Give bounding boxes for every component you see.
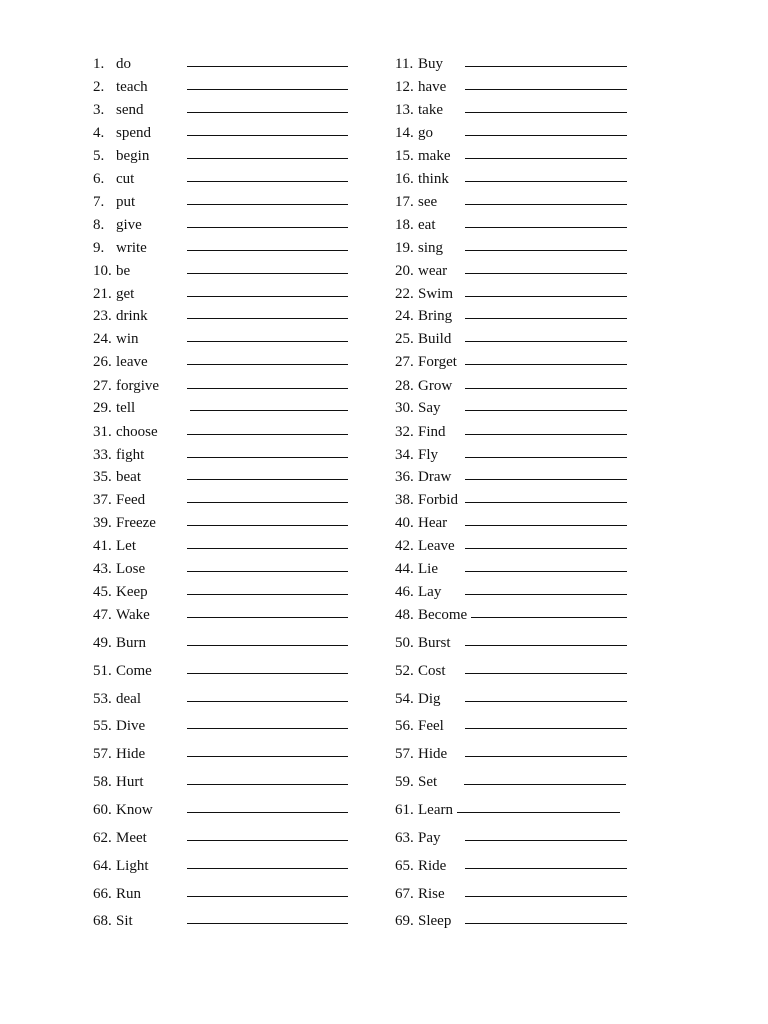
verb-word: beat	[116, 469, 141, 485]
verb-word: forgive	[116, 378, 160, 394]
list-row	[0, 662, 768, 682]
verb-word: make	[418, 148, 451, 164]
item-number: 29.	[93, 400, 112, 416]
answer-blank[interactable]	[187, 296, 348, 297]
item-number: 63.	[395, 830, 414, 846]
item-number: 24.	[93, 331, 112, 347]
answer-blank[interactable]	[465, 868, 627, 869]
item-number: 1.	[93, 56, 105, 72]
verb-word: Build	[418, 331, 452, 347]
list-row	[0, 468, 768, 488]
item-number: 60.	[93, 802, 112, 818]
verb-word: Hurt	[116, 774, 144, 790]
list-row	[0, 773, 768, 793]
item-number: 3.	[93, 102, 105, 118]
item-number: 57.	[93, 746, 112, 762]
verb-word: Lay	[418, 584, 442, 600]
answer-blank[interactable]	[465, 645, 627, 646]
verb-word: cut	[116, 171, 135, 187]
verb-word: begin	[116, 148, 150, 164]
item-number: 41.	[93, 538, 112, 554]
item-number: 16.	[395, 171, 414, 187]
answer-blank[interactable]	[465, 548, 627, 549]
answer-blank[interactable]	[187, 112, 348, 113]
answer-blank[interactable]	[187, 388, 348, 389]
verb-word: Light	[116, 858, 149, 874]
answer-blank[interactable]	[465, 434, 627, 435]
item-number: 23.	[93, 308, 112, 324]
item-number: 27.	[93, 378, 112, 394]
list-row	[0, 170, 768, 190]
verb-word: have	[418, 79, 447, 95]
verb-word: Burst	[418, 635, 451, 651]
answer-blank[interactable]	[187, 434, 348, 435]
item-number: 45.	[93, 584, 112, 600]
list-row	[0, 801, 768, 821]
item-number: 24.	[395, 308, 414, 324]
answer-blank[interactable]	[465, 341, 627, 342]
answer-blank[interactable]	[465, 364, 627, 365]
verb-word: spend	[116, 125, 151, 141]
list-row	[0, 745, 768, 765]
verb-word: Meet	[116, 830, 147, 846]
item-number: 6.	[93, 171, 105, 187]
item-number: 67.	[395, 886, 414, 902]
item-number: 37.	[93, 492, 112, 508]
verb-word: Feed	[116, 492, 146, 508]
answer-blank[interactable]	[187, 457, 348, 458]
answer-blank[interactable]	[465, 896, 627, 897]
item-number: 7.	[93, 194, 105, 210]
verb-word: Bring	[418, 308, 453, 324]
verb-word: Pay	[418, 830, 441, 846]
answer-blank[interactable]	[187, 594, 348, 595]
verb-word: Dive	[116, 718, 146, 734]
verb-word: Say	[418, 400, 441, 416]
verb-word: get	[116, 286, 135, 302]
item-number: 69.	[395, 913, 414, 929]
verb-word: tell	[116, 400, 136, 416]
item-number: 68.	[93, 913, 112, 929]
verb-word: go	[418, 125, 433, 141]
item-number: 55.	[93, 718, 112, 734]
item-number: 57.	[395, 746, 414, 762]
list-row	[0, 262, 768, 282]
item-number: 11.	[395, 56, 414, 72]
item-number: 34.	[395, 447, 414, 463]
verb-word: Run	[116, 886, 142, 902]
answer-blank[interactable]	[471, 617, 627, 618]
item-number: 5.	[93, 148, 105, 164]
answer-blank[interactable]	[187, 250, 348, 251]
answer-blank[interactable]	[187, 701, 348, 702]
item-number: 38.	[395, 492, 414, 508]
list-row	[0, 399, 768, 419]
verb-word: Fly	[418, 447, 439, 463]
answer-blank[interactable]	[187, 135, 348, 136]
answer-blank[interactable]	[465, 594, 627, 595]
item-number: 12.	[395, 79, 414, 95]
answer-blank[interactable]	[187, 923, 348, 924]
answer-blank[interactable]	[187, 525, 348, 526]
item-number: 4.	[93, 125, 105, 141]
answer-blank[interactable]	[187, 548, 348, 549]
verb-word: Buy	[418, 56, 444, 72]
verb-word: Feel	[418, 718, 444, 734]
item-number: 58.	[93, 774, 112, 790]
verb-word: Freeze	[116, 515, 156, 531]
answer-blank[interactable]	[187, 66, 348, 67]
list-row	[0, 560, 768, 580]
answer-blank[interactable]	[187, 181, 348, 182]
answer-blank[interactable]	[465, 296, 627, 297]
list-row	[0, 690, 768, 710]
item-number: 26.	[93, 354, 112, 370]
item-number: 48.	[395, 607, 414, 623]
answer-blank[interactable]	[465, 250, 627, 251]
list-row	[0, 829, 768, 849]
answer-blank[interactable]	[465, 89, 627, 90]
answer-blank[interactable]	[187, 784, 348, 785]
list-row	[0, 239, 768, 259]
answer-blank[interactable]	[187, 571, 348, 572]
item-number: 47.	[93, 607, 112, 623]
verb-word: Learn	[418, 802, 453, 818]
item-number: 52.	[395, 663, 414, 679]
verb-word: Draw	[418, 469, 452, 485]
verb-word: Forget	[418, 354, 457, 370]
item-number: 27.	[395, 354, 414, 370]
verb-word: give	[116, 217, 142, 233]
verb-word: Dig	[418, 691, 441, 707]
verb-word: win	[116, 331, 139, 347]
item-number: 53.	[93, 691, 112, 707]
answer-blank[interactable]	[187, 89, 348, 90]
answer-blank[interactable]	[465, 701, 627, 702]
verb-word: Hear	[418, 515, 448, 531]
list-row	[0, 216, 768, 236]
verb-word: Become	[418, 607, 468, 623]
item-number: 14.	[395, 125, 414, 141]
list-row	[0, 78, 768, 98]
verb-word: Find	[418, 424, 446, 440]
verb-word: Leave	[418, 538, 455, 554]
item-number: 35.	[93, 469, 112, 485]
answer-blank[interactable]	[465, 525, 627, 526]
item-number: 10.	[93, 263, 112, 279]
item-number: 44.	[395, 561, 414, 577]
answer-blank[interactable]	[464, 784, 626, 785]
verb-word: teach	[116, 79, 148, 95]
item-number: 8.	[93, 217, 105, 233]
answer-blank[interactable]	[187, 204, 348, 205]
list-row	[0, 124, 768, 144]
answer-blank[interactable]	[457, 812, 620, 813]
answer-blank[interactable]	[187, 364, 348, 365]
item-number: 40.	[395, 515, 414, 531]
item-number: 59.	[395, 774, 414, 790]
answer-blank[interactable]	[465, 571, 627, 572]
item-number: 15.	[395, 148, 414, 164]
item-number: 56.	[395, 718, 414, 734]
list-row	[0, 537, 768, 557]
list-row	[0, 147, 768, 167]
list-row	[0, 423, 768, 443]
list-row	[0, 307, 768, 327]
answer-blank[interactable]	[187, 318, 348, 319]
verb-word: Swim	[418, 286, 454, 302]
verb-word: Lose	[116, 561, 146, 577]
verb-word: sing	[418, 240, 444, 256]
item-number: 18.	[395, 217, 414, 233]
item-number: 65.	[395, 858, 414, 874]
item-number: 66.	[93, 886, 112, 902]
answer-blank[interactable]	[465, 840, 627, 841]
item-number: 50.	[395, 635, 414, 651]
item-number: 30.	[395, 400, 414, 416]
verb-word: send	[116, 102, 144, 118]
item-number: 42.	[395, 538, 414, 554]
item-number: 49.	[93, 635, 112, 651]
list-row	[0, 634, 768, 654]
verb-word: Let	[116, 538, 136, 554]
item-number: 51.	[93, 663, 112, 679]
verb-word: Burn	[116, 635, 146, 651]
answer-blank[interactable]	[187, 728, 348, 729]
item-number: 36.	[395, 469, 414, 485]
item-number: 61.	[395, 802, 414, 818]
answer-blank[interactable]	[465, 273, 627, 274]
verb-word: Keep	[116, 584, 148, 600]
item-number: 13.	[395, 102, 414, 118]
verb-word: Sit	[116, 913, 133, 929]
answer-blank[interactable]	[465, 673, 627, 674]
answer-blank[interactable]	[187, 341, 348, 342]
answer-blank[interactable]	[465, 502, 627, 503]
answer-blank[interactable]	[465, 457, 627, 458]
answer-blank[interactable]	[465, 181, 627, 182]
answer-blank[interactable]	[187, 479, 348, 480]
item-number: 54.	[395, 691, 414, 707]
list-row	[0, 377, 768, 397]
item-number: 28.	[395, 378, 414, 394]
item-number: 19.	[395, 240, 414, 256]
list-row	[0, 491, 768, 511]
list-row	[0, 55, 768, 75]
verb-word: Grow	[418, 378, 453, 394]
answer-blank[interactable]	[465, 728, 627, 729]
verb-word: take	[418, 102, 443, 118]
verb-word: Come	[116, 663, 152, 679]
list-row	[0, 101, 768, 121]
verb-word: write	[116, 240, 147, 256]
verb-word: Sleep	[418, 913, 452, 929]
answer-blank[interactable]	[187, 812, 348, 813]
answer-blank[interactable]	[187, 896, 348, 897]
item-number: 64.	[93, 858, 112, 874]
item-number: 33.	[93, 447, 112, 463]
answer-blank[interactable]	[465, 204, 627, 205]
verb-word: Rise	[418, 886, 445, 902]
verb-word: Cost	[418, 663, 446, 679]
list-row	[0, 857, 768, 877]
verb-word: Set	[418, 774, 438, 790]
list-row	[0, 583, 768, 603]
verb-word: Hide	[116, 746, 146, 762]
answer-blank[interactable]	[190, 410, 348, 411]
answer-blank[interactable]	[187, 673, 348, 674]
answer-blank[interactable]	[187, 273, 348, 274]
verb-word: deal	[116, 691, 141, 707]
answer-blank[interactable]	[465, 388, 627, 389]
verb-word: put	[116, 194, 136, 210]
verb-word: fight	[116, 447, 145, 463]
list-row	[0, 285, 768, 305]
list-row	[0, 717, 768, 737]
answer-blank[interactable]	[465, 112, 627, 113]
item-number: 22.	[395, 286, 414, 302]
verb-word: Know	[116, 802, 153, 818]
list-row	[0, 514, 768, 534]
item-number: 31.	[93, 424, 112, 440]
verb-word: Forbid	[418, 492, 459, 508]
item-number: 32.	[395, 424, 414, 440]
answer-blank[interactable]	[187, 645, 348, 646]
item-number: 46.	[395, 584, 414, 600]
item-number: 39.	[93, 515, 112, 531]
answer-blank[interactable]	[465, 923, 627, 924]
answer-blank[interactable]	[465, 479, 627, 480]
answer-blank[interactable]	[187, 840, 348, 841]
answer-blank[interactable]	[465, 318, 627, 319]
answer-blank[interactable]	[465, 158, 627, 159]
answer-blank[interactable]	[465, 135, 627, 136]
answer-blank[interactable]	[187, 868, 348, 869]
verb-word: think	[418, 171, 449, 187]
list-row	[0, 885, 768, 905]
list-row	[0, 446, 768, 466]
verb-word: Lie	[418, 561, 438, 577]
answer-blank[interactable]	[465, 756, 627, 757]
answer-blank[interactable]	[187, 158, 348, 159]
list-row	[0, 606, 768, 626]
answer-blank[interactable]	[187, 227, 348, 228]
item-number: 62.	[93, 830, 112, 846]
item-number: 17.	[395, 194, 414, 210]
answer-blank[interactable]	[187, 756, 348, 757]
item-number: 2.	[93, 79, 105, 95]
answer-blank[interactable]	[465, 410, 627, 411]
verb-word: be	[116, 263, 131, 279]
answer-blank[interactable]	[465, 227, 627, 228]
verb-word: Wake	[116, 607, 150, 623]
verb-word: choose	[116, 424, 158, 440]
list-row	[0, 193, 768, 213]
list-row	[0, 912, 768, 932]
verb-word: eat	[418, 217, 436, 233]
verb-word: do	[116, 56, 131, 72]
verb-word: Ride	[418, 858, 447, 874]
answer-blank[interactable]	[187, 617, 348, 618]
item-number: 20.	[395, 263, 414, 279]
list-row	[0, 353, 768, 373]
list-row	[0, 330, 768, 350]
verb-word: drink	[116, 308, 148, 324]
item-number: 21.	[93, 286, 112, 302]
verb-word: Hide	[418, 746, 448, 762]
item-number: 9.	[93, 240, 105, 256]
verb-word: wear	[418, 263, 448, 279]
answer-blank[interactable]	[465, 66, 627, 67]
verb-word: leave	[116, 354, 148, 370]
item-number: 43.	[93, 561, 112, 577]
item-number: 25.	[395, 331, 414, 347]
answer-blank[interactable]	[187, 502, 348, 503]
verb-word: see	[418, 194, 438, 210]
